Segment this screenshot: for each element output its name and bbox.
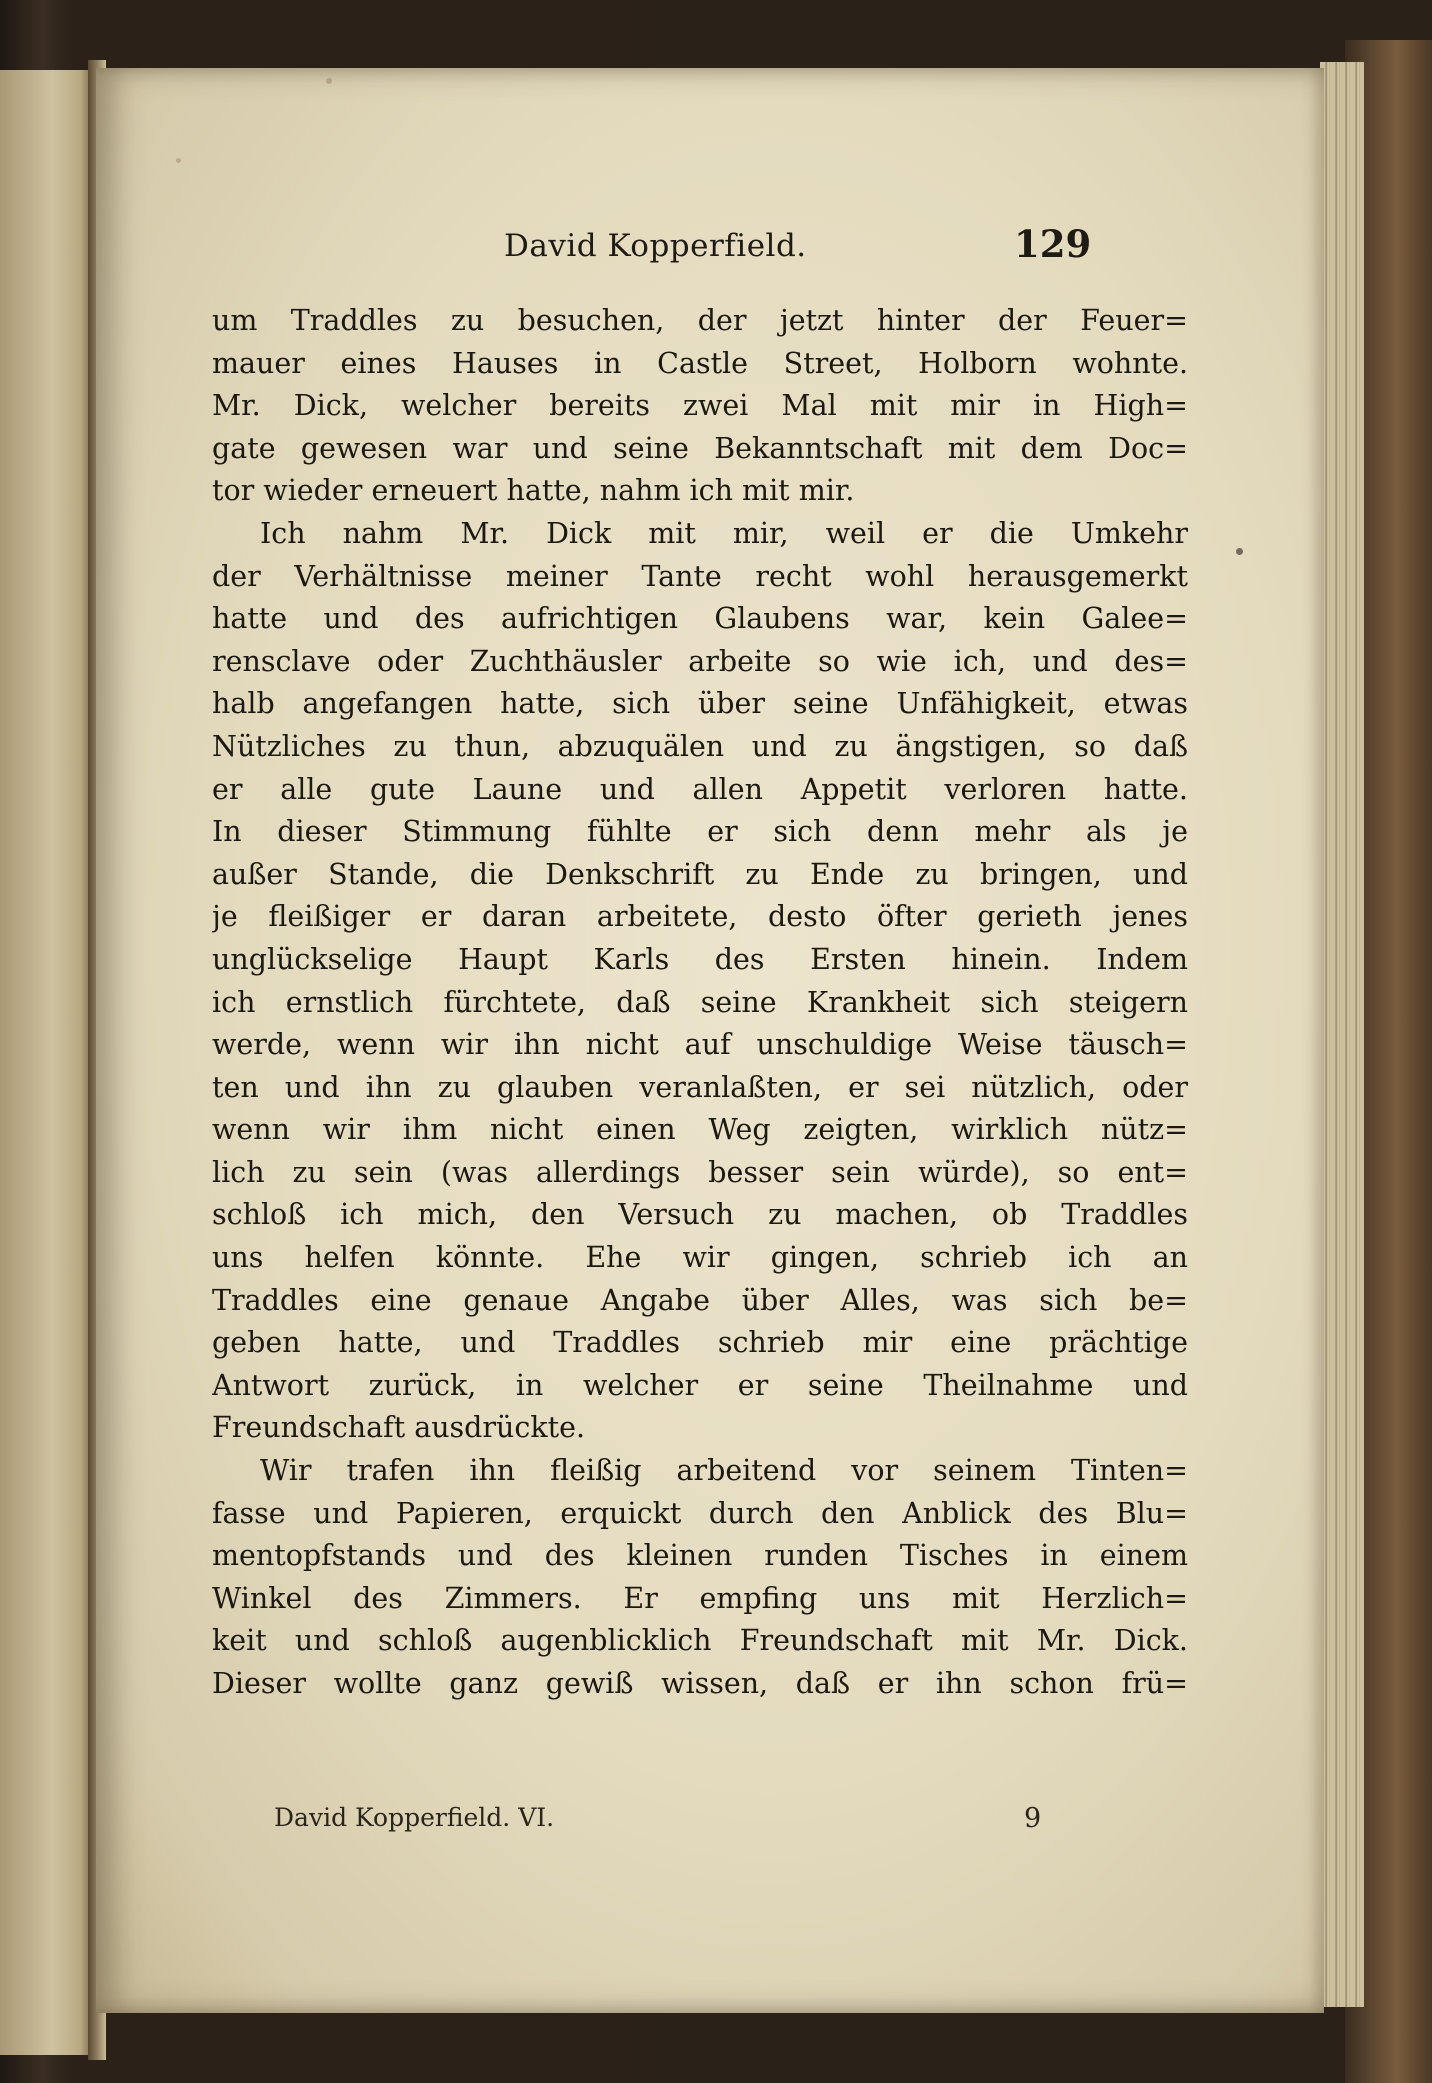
text-line: je fleißiger er daran arbeitete, desto öfter gerieth jenes [212,900,1188,934]
text-line: der Verhältnisse meiner Tante recht wohl herausgemerkt [212,559,1188,593]
text-line: tor wieder erneuert hatte, nahm ich mit mir. [212,474,855,508]
text-line: Dieser wollte ganz gewiß wissen, daß er ihn schon frü= [212,1667,1188,1700]
text-line: rensclave oder Zuchthäusler arbeite so wie ich, und des= [212,644,1188,678]
footer-signature: David Kopperfield. VI. [274,1803,555,1832]
paper-speck [176,158,181,163]
text-line: Freundschaft ausdrückte. [212,1411,586,1445]
body-text [212,300,1188,1706]
text-line: keit und schloß augenblicklich Freundschaft mit Mr. Dick. [212,1624,1188,1658]
text-line: ich ernstlich fürchtete, daß seine Krankheit sich steigern [212,985,1188,1019]
text-line: schloß ich mich, den Versuch zu machen, ob Traddles [212,1198,1188,1232]
text-line: Wir trafen ihn fleißig arbeitend vor seinem Tinten= [260,1454,1188,1488]
text-line: wenn wir ihm nicht einen Weg zeigten, wirklich nütz= [212,1113,1188,1147]
book-page [96,68,1324,2013]
header-title: David Kopperfield. [504,228,807,264]
text-line: gate gewesen war und seine Bekanntschaft mit dem Doc= [212,431,1188,465]
text-line: Nützliches zu thun, abzuquälen und zu ängstigen, so daß [212,729,1188,763]
text-line: mentopfstands und des kleinen runden Tisches in einem [212,1539,1188,1573]
text-line: werde, wenn wir ihn nicht auf unschuldige Weise täusch= [212,1028,1188,1062]
page-edges [1320,62,1364,2007]
text-line: Winkel des Zimmers. Er empfing uns mit Herzlich= [212,1581,1188,1615]
text-line: um Traddles zu besuchen, der jetzt hinter der Feuer= [212,304,1188,337]
paper-speck [326,78,332,84]
text-line: uns helfen könnte. Ehe wir gingen, schrieb ich an [212,1241,1188,1275]
text-line: außer Stande, die Denkschrift zu Ende zu bringen, und [212,857,1188,891]
page-number: 129 [1014,222,1092,266]
text-line: er alle gute Laune und allen Appetit verloren hatte. [212,772,1188,806]
text-line: Ich nahm Mr. Dick mit mir, weil er die Umkehr [260,516,1188,550]
text-line: hatte und des aufrichtigen Glaubens war, kein Galee= [212,602,1188,636]
text-line: Antwort zurück, in welcher er seine Theilnahme und [212,1368,1188,1402]
text-line: geben hatte, und Traddles schrieb mir eine prächtige [212,1326,1188,1360]
text-line: In dieser Stimmung fühlte er sich denn mehr als je [212,815,1188,849]
facing-page-strip [0,70,95,2055]
text-line: mauer eines Hauses in Castle Street, Holborn wohnte. [212,346,1188,380]
text-line: fasse und Papieren, erquickt durch den Anblick des Blu= [212,1496,1188,1530]
running-head [96,222,1324,288]
text-line: Mr. Dick, welcher bereits zwei Mal mit mir in High= [212,389,1188,423]
paper-speck [1236,548,1243,555]
text-line: ten und ihn zu glauben veranlaßten, er sei nützlich, oder [212,1070,1188,1104]
text-line: halb angefangen hatte, sich über seine Unfähigkeit, etwas [212,687,1188,721]
text-line: unglückselige Haupt Karls des Ersten hinein. Indem [212,942,1188,976]
text-line: lich zu sein (was allerdings besser sein würde), so ent= [212,1155,1188,1189]
text-line: Traddles eine genaue Angabe über Alles, was sich be= [212,1283,1188,1317]
footer-sheet-number: 9 [1024,1803,1042,1834]
